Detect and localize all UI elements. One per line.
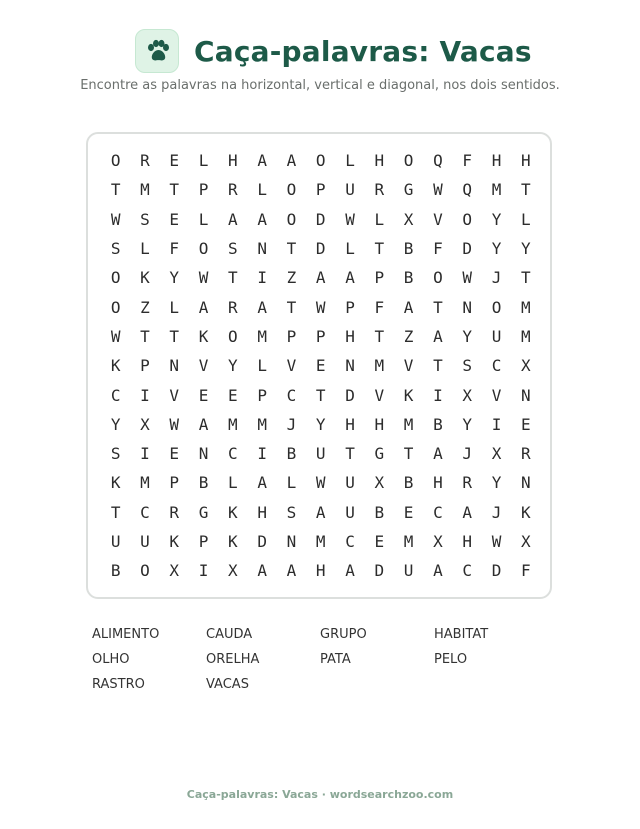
grid-cell[interactable]: X	[228, 561, 238, 581]
grid-cell[interactable]: N	[462, 297, 473, 317]
grid-cell[interactable]: D	[374, 561, 385, 581]
grid-cell[interactable]: B	[198, 473, 209, 493]
grid-cell[interactable]: M	[491, 180, 502, 200]
grid-cell[interactable]: J	[286, 414, 297, 434]
grid-cell[interactable]: A	[198, 297, 209, 317]
grid-cell[interactable]: D	[491, 561, 502, 581]
grid-cell[interactable]: A	[228, 209, 238, 229]
grid-cell[interactable]: L	[169, 297, 180, 317]
grid-cell[interactable]: P	[169, 473, 180, 493]
grid-cell[interactable]: T	[169, 180, 180, 200]
grid-cell[interactable]: M	[315, 532, 326, 551]
grid-cell[interactable]: C	[228, 444, 238, 464]
grid-cell[interactable]: K	[110, 356, 121, 376]
grid-cell[interactable]: L	[520, 209, 531, 229]
grid-cell[interactable]: K	[403, 385, 414, 405]
grid-cell[interactable]: A	[433, 444, 443, 464]
grid-cell[interactable]: T	[374, 326, 385, 346]
grid-cell[interactable]: S	[286, 502, 297, 522]
grid-cell[interactable]: M	[520, 326, 531, 346]
grid-cell[interactable]: W	[169, 414, 180, 434]
grid-cell[interactable]: T	[140, 326, 150, 346]
grid-cell[interactable]: X	[520, 532, 531, 551]
grid-cell[interactable]: F	[433, 239, 443, 259]
grid-cell[interactable]: U	[140, 532, 150, 551]
grid-cell[interactable]: O	[228, 326, 238, 346]
grid-cell[interactable]: I	[491, 414, 502, 434]
grid-cell[interactable]: E	[315, 356, 326, 376]
word-list-item: ALIMENTO	[92, 627, 160, 642]
footer: Caça-palavras: Vacas · wordsearchzoo.com	[186, 788, 454, 801]
grid-cell[interactable]: X	[169, 561, 180, 581]
grid-cell[interactable]: Y	[315, 414, 326, 434]
logo-badge	[135, 29, 179, 73]
grid-cell[interactable]: I	[198, 561, 209, 581]
grid-cell[interactable]: H	[345, 326, 355, 346]
grid-cell[interactable]: V	[169, 385, 180, 405]
grid-cell[interactable]: K	[110, 473, 121, 493]
grid-cell[interactable]: T	[110, 502, 121, 522]
grid-cell[interactable]: U	[345, 502, 355, 522]
grid-cell[interactable]: P	[286, 326, 297, 346]
grid-cell[interactable]: A	[286, 151, 297, 171]
grid-cell[interactable]: V	[403, 356, 414, 376]
grid-cell[interactable]: T	[520, 268, 531, 288]
grid-cell[interactable]: E	[169, 444, 180, 464]
grid-cell[interactable]: S	[228, 239, 238, 259]
grid-cell[interactable]: V	[286, 356, 297, 376]
grid-cell[interactable]: A	[345, 268, 355, 288]
word-list-item: RASTRO	[92, 677, 145, 692]
grid-cell[interactable]: T	[433, 297, 443, 317]
grid-cell[interactable]: O	[110, 151, 121, 171]
grid-cell[interactable]: A	[257, 209, 267, 229]
grid-cell[interactable]: B	[374, 502, 385, 522]
grid-cell[interactable]: L	[345, 239, 355, 259]
grid-cell[interactable]: D	[462, 239, 473, 259]
grid-cell[interactable]: Q	[462, 180, 473, 200]
grid-cell[interactable]: K	[169, 532, 180, 551]
grid-cell[interactable]: B	[286, 444, 297, 464]
grid-cell[interactable]: I	[140, 385, 150, 405]
grid-cell[interactable]: L	[345, 151, 355, 171]
grid-cell[interactable]: P	[315, 180, 326, 200]
grid-cell[interactable]: W	[491, 532, 502, 551]
grid-cell[interactable]: T	[169, 326, 180, 346]
grid-cell[interactable]: O	[140, 561, 150, 581]
grid-cell[interactable]: A	[403, 297, 414, 317]
grid-cell[interactable]: I	[257, 268, 267, 288]
grid-cell[interactable]: X	[140, 414, 150, 434]
grid-cell[interactable]: A	[345, 561, 355, 581]
grid-cell[interactable]: P	[315, 326, 326, 346]
grid-cell[interactable]: R	[228, 180, 238, 200]
grid-cell[interactable]: L	[140, 239, 150, 259]
grid-cell[interactable]: W	[345, 209, 355, 229]
grid-cell[interactable]: O	[286, 180, 297, 200]
grid-cell[interactable]: V	[433, 209, 443, 229]
grid-cell[interactable]: X	[403, 209, 414, 229]
grid-cell[interactable]: O	[198, 239, 209, 259]
grid-cell[interactable]: X	[491, 444, 502, 464]
grid-cell[interactable]: D	[315, 209, 326, 229]
grid-cell[interactable]: C	[462, 561, 473, 581]
grid-cell[interactable]: W	[433, 180, 443, 200]
paw-icon	[144, 38, 172, 66]
grid-cell[interactable]: T	[315, 385, 326, 405]
grid-cell[interactable]: N	[520, 473, 531, 493]
grid-cell[interactable]: B	[403, 268, 414, 288]
grid-cell[interactable]: V	[198, 356, 209, 376]
page-title: Caça-palavras: Vacas	[194, 35, 532, 68]
grid-cell[interactable]: G	[403, 180, 414, 200]
grid-cell[interactable]: T	[286, 297, 297, 317]
grid-cell[interactable]: Y	[169, 268, 180, 288]
grid-cell[interactable]: A	[257, 561, 267, 581]
grid-cell[interactable]: P	[140, 356, 150, 376]
grid-cell[interactable]: D	[315, 239, 326, 259]
grid-cell[interactable]: Y	[110, 414, 121, 434]
grid-cell[interactable]: X	[374, 473, 385, 493]
grid-cell[interactable]: W	[110, 209, 121, 229]
grid-cell[interactable]: H	[315, 561, 326, 581]
grid-cell[interactable]: A	[198, 414, 209, 434]
grid-cell[interactable]: C	[491, 356, 502, 376]
grid-cell[interactable]: H	[491, 151, 502, 171]
grid-cell[interactable]: Z	[140, 297, 150, 317]
word-list	[92, 626, 548, 701]
grid-cell[interactable]: D	[345, 385, 355, 405]
grid-cell[interactable]: W	[110, 326, 121, 346]
grid-cell[interactable]: W	[315, 473, 326, 493]
grid-cell[interactable]: O	[315, 151, 326, 171]
grid-cell[interactable]: B	[403, 239, 414, 259]
grid-cell[interactable]: O	[462, 209, 473, 229]
grid-cell[interactable]: W	[315, 297, 326, 317]
grid-cell[interactable]: A	[462, 502, 473, 522]
grid-cell[interactable]: J	[462, 444, 473, 464]
grid-cell[interactable]: Y	[491, 473, 502, 493]
grid-cell[interactable]: A	[286, 561, 297, 581]
grid-cell[interactable]: M	[403, 532, 414, 551]
grid-cell[interactable]: S	[140, 209, 150, 229]
grid-cell[interactable]: L	[257, 180, 267, 200]
grid-cell[interactable]: A	[315, 268, 326, 288]
grid-cell[interactable]: T	[228, 268, 238, 288]
grid-cell[interactable]: X	[433, 532, 443, 551]
grid-cell[interactable]: E	[520, 414, 531, 434]
grid-cell[interactable]: L	[228, 473, 238, 493]
word-list-item: OLHO	[92, 652, 130, 667]
header	[0, 29, 640, 75]
grid-cell[interactable]: B	[110, 561, 121, 581]
grid-cell[interactable]: L	[198, 151, 209, 171]
grid-cell[interactable]: G	[374, 444, 385, 464]
word-list-item: PATA	[320, 652, 351, 667]
grid-cell[interactable]: U	[315, 444, 326, 464]
grid-cell[interactable]: R	[140, 151, 150, 171]
grid-cell[interactable]: L	[286, 473, 297, 493]
grid-cell[interactable]: M	[520, 297, 531, 317]
grid-cell[interactable]: M	[228, 414, 238, 434]
grid-cell[interactable]: O	[110, 268, 121, 288]
grid-cell[interactable]: O	[286, 209, 297, 229]
letter-grid	[101, 146, 540, 585]
grid-cell[interactable]: X	[462, 385, 473, 405]
grid-cell[interactable]: Y	[462, 326, 473, 346]
grid-cell[interactable]: N	[257, 239, 267, 259]
grid-cell[interactable]: A	[433, 326, 443, 346]
grid-cell[interactable]: M	[140, 180, 150, 200]
grid-cell[interactable]: Y	[462, 414, 473, 434]
grid-cell[interactable]: K	[198, 326, 209, 346]
grid-cell[interactable]: R	[169, 502, 180, 522]
grid-cell[interactable]: U	[110, 532, 121, 551]
grid-cell[interactable]: E	[198, 385, 209, 405]
grid-cell[interactable]: M	[403, 414, 414, 434]
grid-cell[interactable]: B	[403, 473, 414, 493]
word-list-item: PELO	[434, 652, 468, 667]
grid-cell[interactable]: A	[257, 297, 267, 317]
grid-cell[interactable]: Z	[286, 268, 297, 288]
grid-cell[interactable]: D	[257, 532, 267, 551]
grid-cell[interactable]: N	[286, 532, 297, 551]
grid-cell[interactable]: H	[520, 151, 531, 171]
grid-cell[interactable]: C	[433, 502, 443, 522]
grid-cell[interactable]: E	[228, 385, 238, 405]
grid-cell[interactable]: V	[374, 385, 385, 405]
grid-cell[interactable]: J	[491, 502, 502, 522]
grid-cell[interactable]: A	[315, 502, 326, 522]
word-list-item: VACAS	[206, 677, 249, 692]
grid-cell[interactable]: O	[403, 151, 414, 171]
grid-cell[interactable]: F	[520, 561, 531, 581]
grid-cell[interactable]: R	[228, 297, 238, 317]
grid-cell[interactable]: W	[462, 268, 473, 288]
grid-cell[interactable]: C	[286, 385, 297, 405]
grid-cell[interactable]: G	[198, 502, 209, 522]
grid-cell[interactable]: U	[491, 326, 502, 346]
grid-cell[interactable]: A	[433, 561, 443, 581]
grid-cell[interactable]: H	[433, 473, 443, 493]
grid-cell[interactable]: A	[257, 151, 267, 171]
grid-cell[interactable]: N	[520, 385, 531, 405]
grid-cell[interactable]: S	[110, 239, 121, 259]
grid-cell[interactable]: N	[345, 356, 355, 376]
grid-cell[interactable]: F	[462, 151, 473, 171]
grid-cell[interactable]: Q	[433, 151, 443, 171]
grid-cell[interactable]: U	[403, 561, 414, 581]
grid-cell[interactable]: R	[374, 180, 385, 200]
grid-cell[interactable]: I	[257, 444, 267, 464]
grid-cell[interactable]: H	[374, 414, 385, 434]
grid-cell[interactable]: Y	[491, 239, 502, 259]
grid-cell[interactable]: P	[198, 532, 209, 551]
grid-cell[interactable]: S	[110, 444, 121, 464]
grid-cell[interactable]: O	[110, 297, 121, 317]
grid-cell[interactable]: H	[345, 414, 355, 434]
grid-cell[interactable]: H	[257, 502, 267, 522]
grid-cell[interactable]: K	[228, 532, 238, 551]
grid-cell[interactable]: U	[345, 473, 355, 493]
grid-cell[interactable]: Y	[491, 209, 502, 229]
grid-cell[interactable]: O	[433, 268, 443, 288]
grid-cell[interactable]: X	[520, 356, 531, 376]
grid-cell[interactable]: A	[257, 473, 267, 493]
grid-cell[interactable]: Y	[228, 356, 238, 376]
word-list-item: CAUDA	[206, 627, 253, 642]
grid-cell[interactable]: I	[433, 385, 443, 405]
grid-cell[interactable]: T	[110, 180, 121, 200]
grid-cell[interactable]: C	[345, 532, 355, 551]
grid-cell[interactable]: H	[462, 532, 473, 551]
word-list-item: GRUPO	[320, 627, 367, 642]
instructions: Encontre as palavras na horizontal, vertical e diagonal, nos dois sentidos.	[80, 78, 560, 93]
grid-cell[interactable]: P	[257, 385, 267, 405]
grid-cell[interactable]: R	[520, 444, 531, 464]
grid-cell[interactable]: V	[491, 385, 502, 405]
grid-cell[interactable]: Z	[403, 326, 414, 346]
grid-cell[interactable]: C	[140, 502, 150, 522]
grid-cell[interactable]: T	[374, 239, 385, 259]
grid-cell[interactable]: F	[169, 239, 180, 259]
word-list-item: HABITAT	[434, 627, 489, 642]
grid-cell[interactable]: M	[257, 414, 267, 434]
grid-cell[interactable]: E	[403, 502, 414, 522]
grid-cell[interactable]: P	[345, 297, 355, 317]
grid-cell[interactable]: P	[198, 180, 209, 200]
grid-cell[interactable]: L	[257, 356, 267, 376]
grid-cell[interactable]: T	[403, 444, 414, 464]
grid-cell[interactable]: U	[345, 180, 355, 200]
grid-cell[interactable]: K	[140, 268, 150, 288]
grid-cell[interactable]: K	[520, 502, 531, 522]
grid-cell[interactable]: S	[462, 356, 473, 376]
grid-cell[interactable]: E	[169, 151, 180, 171]
grid-cell[interactable]: K	[228, 502, 238, 522]
grid-cell[interactable]: M	[257, 326, 267, 346]
grid-cell[interactable]: W	[198, 268, 209, 288]
word-list-item: ORELHA	[206, 652, 260, 667]
grid-cell[interactable]: M	[140, 473, 150, 493]
grid-cell[interactable]: B	[433, 414, 443, 434]
grid-cell[interactable]: P	[374, 268, 385, 288]
grid-cell[interactable]: T	[345, 444, 355, 464]
grid-cell[interactable]: I	[140, 444, 150, 464]
grid-cell[interactable]: N	[198, 444, 209, 464]
grid-cell[interactable]: F	[374, 297, 385, 317]
grid-cell[interactable]: L	[198, 209, 209, 229]
grid-cell[interactable]: H	[228, 151, 238, 171]
grid-cell[interactable]: T	[433, 356, 443, 376]
grid-cell[interactable]: R	[462, 473, 473, 493]
grid-cell[interactable]: C	[110, 385, 121, 405]
grid-cell[interactable]: L	[374, 209, 385, 229]
grid-cell[interactable]: J	[491, 268, 502, 288]
grid-cell[interactable]: M	[374, 356, 385, 376]
grid-cell[interactable]: N	[169, 356, 180, 376]
grid-cell[interactable]: H	[374, 151, 385, 171]
grid-cell[interactable]: T	[286, 239, 297, 259]
grid-cell[interactable]: E	[169, 209, 180, 229]
grid-cell[interactable]: T	[520, 180, 531, 200]
grid-cell[interactable]: O	[491, 297, 502, 317]
grid-cell[interactable]: E	[374, 532, 385, 551]
grid-cell[interactable]: Y	[520, 239, 531, 259]
